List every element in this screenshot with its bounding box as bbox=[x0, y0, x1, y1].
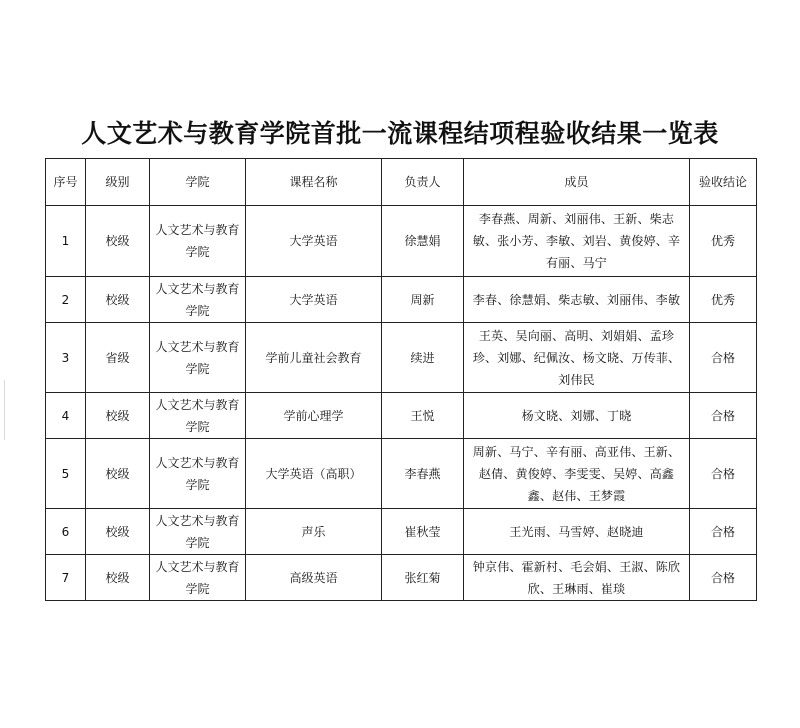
cell-index: 3 bbox=[46, 323, 86, 393]
cell-leader: 王悦 bbox=[382, 393, 464, 439]
header-course: 课程名称 bbox=[246, 159, 382, 206]
cell-course: 大学英语 bbox=[246, 206, 382, 277]
cell-leader: 徐慧娟 bbox=[382, 206, 464, 277]
cell-members: 钟京伟、霍新村、毛会娟、王淑、陈欣欣、王琳雨、崔琰 bbox=[464, 555, 690, 601]
cell-index: 4 bbox=[46, 393, 86, 439]
cell-result: 合格 bbox=[690, 323, 757, 393]
table-row bbox=[46, 393, 757, 439]
cell-result: 优秀 bbox=[690, 277, 757, 323]
cell-leader: 续进 bbox=[382, 323, 464, 393]
cell-level: 校级 bbox=[86, 439, 150, 509]
cell-result: 合格 bbox=[690, 393, 757, 439]
cell-college: 人文艺术与教育学院 bbox=[150, 509, 246, 555]
cell-index: 1 bbox=[46, 206, 86, 277]
table-row bbox=[46, 509, 757, 555]
cell-result: 优秀 bbox=[690, 206, 757, 277]
cell-members: 杨文晓、刘娜、丁晓 bbox=[464, 393, 690, 439]
table-row bbox=[46, 555, 757, 601]
cell-course: 声乐 bbox=[246, 509, 382, 555]
cell-college: 人文艺术与教育学院 bbox=[150, 555, 246, 601]
cell-level: 校级 bbox=[86, 509, 150, 555]
cell-level: 省级 bbox=[86, 323, 150, 393]
header-index: 序号 bbox=[46, 159, 86, 206]
cell-course: 大学英语（高职） bbox=[246, 439, 382, 509]
cell-members: 王光雨、马雪婷、赵晓迪 bbox=[464, 509, 690, 555]
cell-members: 周新、马宁、辛有丽、高亚伟、王新、赵倩、黄俊婷、李雯雯、吴婷、高鑫鑫、赵伟、王梦霞 bbox=[464, 439, 690, 509]
cell-level: 校级 bbox=[86, 393, 150, 439]
cell-members: 王英、吴向丽、高明、刘娟娟、孟珍珍、刘娜、纪佩汝、杨文晓、万传菲、刘伟民 bbox=[464, 323, 690, 393]
document-title: 人文艺术与教育学院首批一流课程结项程验收结果一览表 bbox=[81, 119, 719, 148]
results-table bbox=[45, 158, 757, 601]
table-row bbox=[46, 206, 757, 277]
cell-result: 合格 bbox=[690, 509, 757, 555]
header-college: 学院 bbox=[150, 159, 246, 206]
cell-college: 人文艺术与教育学院 bbox=[150, 323, 246, 393]
cell-course: 学前心理学 bbox=[246, 393, 382, 439]
cell-leader: 张红菊 bbox=[382, 555, 464, 601]
header-result: 验收结论 bbox=[690, 159, 757, 206]
cell-level: 校级 bbox=[86, 555, 150, 601]
header-leader: 负责人 bbox=[382, 159, 464, 206]
cell-index: 5 bbox=[46, 439, 86, 509]
cell-college: 人文艺术与教育学院 bbox=[150, 393, 246, 439]
table-header-row bbox=[46, 159, 757, 206]
cell-level: 校级 bbox=[86, 206, 150, 277]
cell-result: 合格 bbox=[690, 555, 757, 601]
cell-result: 合格 bbox=[690, 439, 757, 509]
cell-index: 7 bbox=[46, 555, 86, 601]
table-row bbox=[46, 323, 757, 393]
scan-edge-mark bbox=[4, 380, 5, 440]
cell-members: 李春、徐慧娟、柴志敏、刘丽伟、李敏 bbox=[464, 277, 690, 323]
cell-members: 李春燕、周新、刘丽伟、王新、柴志敏、张小芳、李敏、刘岩、黄俊婷、辛有丽、马宁 bbox=[464, 206, 690, 277]
cell-course: 大学英语 bbox=[246, 277, 382, 323]
header-members: 成员 bbox=[464, 159, 690, 206]
cell-index: 2 bbox=[46, 277, 86, 323]
table-row bbox=[46, 277, 757, 323]
cell-course: 高级英语 bbox=[246, 555, 382, 601]
cell-leader: 周新 bbox=[382, 277, 464, 323]
cell-level: 校级 bbox=[86, 277, 150, 323]
cell-leader: 李春燕 bbox=[382, 439, 464, 509]
header-level: 级别 bbox=[86, 159, 150, 206]
table-row bbox=[46, 439, 757, 509]
cell-college: 人文艺术与教育学院 bbox=[150, 439, 246, 509]
cell-college: 人文艺术与教育学院 bbox=[150, 206, 246, 277]
cell-index: 6 bbox=[46, 509, 86, 555]
cell-leader: 崔秋莹 bbox=[382, 509, 464, 555]
cell-course: 学前儿童社会教育 bbox=[246, 323, 382, 393]
cell-college: 人文艺术与教育学院 bbox=[150, 277, 246, 323]
